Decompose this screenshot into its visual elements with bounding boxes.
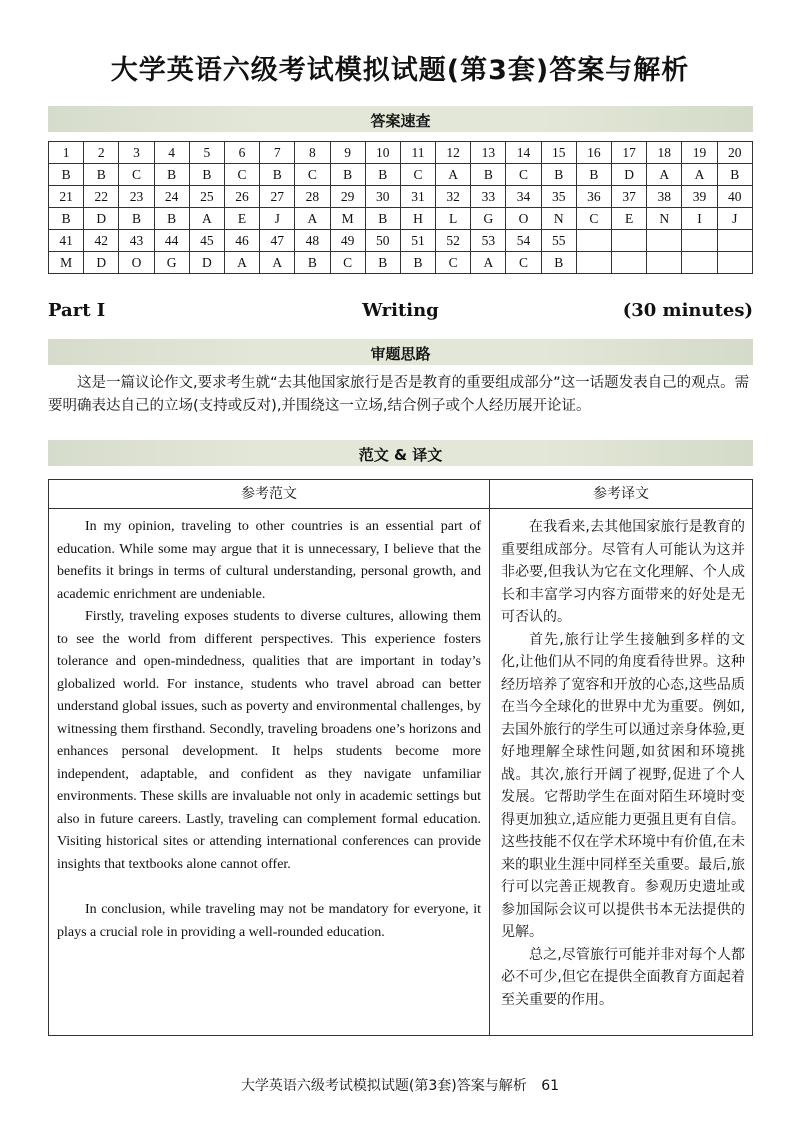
answer-letter-cell: H <box>400 208 435 230</box>
answer-letter-cell: D <box>84 208 119 230</box>
answer-letter-cell: A <box>189 208 224 230</box>
question-number-cell: 2 <box>84 142 119 164</box>
answer-letter-cell: O <box>506 208 541 230</box>
question-number-cell: 44 <box>154 230 189 252</box>
question-number-cell: 54 <box>506 230 541 252</box>
answer-letter-cell: B <box>541 252 576 274</box>
question-number-cell: 46 <box>224 230 259 252</box>
question-number-cell: 50 <box>365 230 400 252</box>
essay-english <box>57 516 481 944</box>
answer-letter-cell: B <box>119 208 154 230</box>
answer-letter-cell: N <box>541 208 576 230</box>
question-number-cell <box>682 230 717 252</box>
question-number-cell: 11 <box>400 142 435 164</box>
question-number-cell: 53 <box>471 230 506 252</box>
question-number-cell: 8 <box>295 142 330 164</box>
answer-letter-cell: B <box>541 164 576 186</box>
analysis-text: 这是一篇议论作文,要求考生就“去其他国家旅行是否是教育的重要组成部分”这一话题发表自己的观点。需要明确表达自己的立场(支持或反对),并围绕这一立场,结合例子或个人经历展开论证。 <box>48 375 750 414</box>
question-number-cell: 26 <box>224 186 259 208</box>
page-footer <box>0 1075 800 1095</box>
question-number-cell: 45 <box>189 230 224 252</box>
question-number-cell: 28 <box>295 186 330 208</box>
answer-letter-cell: B <box>189 164 224 186</box>
answer-letter-cell: B <box>365 164 400 186</box>
question-number-cell: 49 <box>330 230 365 252</box>
answer-letter-cell: D <box>612 164 647 186</box>
answer-letter-cell: A <box>682 164 717 186</box>
question-number-cell: 31 <box>400 186 435 208</box>
question-number-cell: 34 <box>506 186 541 208</box>
question-number-cell <box>647 230 682 252</box>
question-number-cell: 52 <box>436 230 471 252</box>
answer-letter-cell: C <box>506 252 541 274</box>
question-number-cell: 30 <box>365 186 400 208</box>
question-number-cell: 4 <box>154 142 189 164</box>
question-number-cell: 6 <box>224 142 259 164</box>
answer-letter-cell: C <box>224 164 259 186</box>
answer-letter-cell: B <box>260 164 295 186</box>
answer-letter-cell: M <box>330 208 365 230</box>
question-number-cell: 37 <box>612 186 647 208</box>
question-number-cell: 19 <box>682 142 717 164</box>
answer-letter-cell <box>576 252 611 274</box>
answer-letter-cell: J <box>717 208 752 230</box>
question-number-cell: 33 <box>471 186 506 208</box>
question-number-cell: 5 <box>189 142 224 164</box>
question-number-cell: 32 <box>436 186 471 208</box>
answer-letter-cell: E <box>612 208 647 230</box>
answer-letter-cell: A <box>471 252 506 274</box>
answer-table <box>48 141 753 274</box>
answer-letter-cell: G <box>154 252 189 274</box>
question-number-cell: 27 <box>260 186 295 208</box>
essay-zh-paragraph: 在我看来,去其他国家旅行是教育的重要组成部分。尽管有人可能认为这并非必要,但我认为它在文化理解、个人成长和丰富学习内容方面带来的好处是无可否认的。 <box>501 519 745 625</box>
part-label: Part Ⅰ <box>48 300 106 321</box>
answer-letter-cell: B <box>400 252 435 274</box>
question-number-cell: 38 <box>647 186 682 208</box>
question-number-cell: 36 <box>576 186 611 208</box>
question-number-cell: 10 <box>365 142 400 164</box>
question-number-cell: 21 <box>49 186 84 208</box>
answer-letter-cell <box>647 252 682 274</box>
question-number-cell: 55 <box>541 230 576 252</box>
answer-letter-cell: B <box>49 164 84 186</box>
question-number-cell: 9 <box>330 142 365 164</box>
question-number-cell: 14 <box>506 142 541 164</box>
answer-letter-cell: L <box>436 208 471 230</box>
question-number-cell: 22 <box>84 186 119 208</box>
analysis-band <box>48 339 753 365</box>
answer-letter-cell: A <box>224 252 259 274</box>
sample-label: 范文 & 译文 <box>358 446 443 464</box>
question-number-cell: 24 <box>154 186 189 208</box>
essay-en-paragraph: Firstly, traveling exposes students to diverse cultures, allowing them to see the world from different perspectives. This experience fosters tolerance and open-mindedness, qualities that are important in today’s globalized world. For instance, students who travel abroad can better understand global issues, such as poverty and environmental challenges, by witnessing them firsthand. Secondly, traveling broadens one’s horizons and enhances personal development. It helps students become more independent, adaptable, and confident as they navigate unfamiliar environments. These skills are invaluable not only in academic settings but also in future careers. Lastly, traveling can complement formal education. Visiting historical sites or attending international conferences can provide insights that textbooks alone cannot offer. <box>57 609 481 872</box>
answer-letter-cell: O <box>119 252 154 274</box>
answer-letter-cell: C <box>576 208 611 230</box>
question-number-cell: 41 <box>49 230 84 252</box>
answer-letter-cell: M <box>49 252 84 274</box>
essay-header-zh: 参考译文 <box>490 480 752 509</box>
essay-zh-paragraph: 首先,旅行让学生接触到多样的文化,让他们从不同的角度看待世界。这种经历培养了宽容和开放的心态,这些品质在当今全球化的世界中尤为重要。例如,去国外旅行的学生可以通过亲身体验,更好地理解全球性问题,如贫困和环境挑战。其次,旅行开阔了视野,促进了个人发展。它帮助学生在面对陌生环境时变得更加独立,适应能力更强且更有自信。这些技能不仅在学术环境中有价值,在未来的职业生涯中同样至关重要。最后,旅行可以完善正规教育。参观历史遗址或参加国际会议可以提供书本无法提供的见解。 <box>501 631 745 940</box>
page-title: 大学英语六级考试模拟试题(第3套)答案与解析 <box>110 55 690 86</box>
question-number-cell: 48 <box>295 230 330 252</box>
answer-letter-cell: C <box>330 252 365 274</box>
answer-letter-cell: B <box>295 252 330 274</box>
question-number-cell: 16 <box>576 142 611 164</box>
question-number-cell: 20 <box>717 142 752 164</box>
answer-letter-cell: C <box>506 164 541 186</box>
question-number-cell: 12 <box>436 142 471 164</box>
answer-letter-row <box>49 164 753 186</box>
answer-letter-cell: C <box>119 164 154 186</box>
question-number-cell: 15 <box>541 142 576 164</box>
answer-letter-cell <box>682 252 717 274</box>
footer-text: 大学英语六级考试模拟试题(第3套)答案与解析 <box>240 1078 527 1094</box>
answer-letter-cell: B <box>49 208 84 230</box>
answer-letter-cell: N <box>647 208 682 230</box>
answer-letter-cell <box>717 252 752 274</box>
answer-letter-cell: A <box>295 208 330 230</box>
question-number-cell: 47 <box>260 230 295 252</box>
answer-letter-cell: D <box>189 252 224 274</box>
answer-number-row <box>49 230 753 252</box>
answer-letter-cell: J <box>260 208 295 230</box>
answer-letter-cell: A <box>436 164 471 186</box>
question-number-cell <box>612 230 647 252</box>
question-number-cell: 39 <box>682 186 717 208</box>
answer-letter-cell: G <box>471 208 506 230</box>
question-number-cell: 1 <box>49 142 84 164</box>
answer-letter-cell: I <box>682 208 717 230</box>
answer-letter-cell: B <box>717 164 752 186</box>
part-time: (30 minutes) <box>622 300 753 321</box>
question-number-cell: 25 <box>189 186 224 208</box>
essay-en-paragraph: In conclusion, while traveling may not be mandatory for everyone, it plays a crucial role in providing a well-rounded education. <box>57 902 481 940</box>
answer-letter-cell: B <box>330 164 365 186</box>
question-number-cell: 35 <box>541 186 576 208</box>
question-number-cell: 51 <box>400 230 435 252</box>
column-divider <box>489 480 490 1035</box>
answer-section-band <box>48 106 753 132</box>
answer-letter-cell: A <box>260 252 295 274</box>
question-number-cell: 43 <box>119 230 154 252</box>
answer-number-row <box>49 186 753 208</box>
answer-letter-cell: B <box>471 164 506 186</box>
essay-header-en: 参考范文 <box>49 480 489 509</box>
answer-letter-cell: D <box>84 252 119 274</box>
question-number-cell: 40 <box>717 186 752 208</box>
answer-letter-row <box>49 252 753 274</box>
answer-letter-cell: B <box>365 208 400 230</box>
answer-letter-cell: C <box>436 252 471 274</box>
question-number-cell: 29 <box>330 186 365 208</box>
answer-letter-cell: E <box>224 208 259 230</box>
question-number-cell: 17 <box>612 142 647 164</box>
answer-section-label: 答案速查 <box>370 112 431 130</box>
question-number-cell: 13 <box>471 142 506 164</box>
essay-table <box>48 479 753 1036</box>
question-number-cell: 7 <box>260 142 295 164</box>
answer-letter-cell: C <box>295 164 330 186</box>
part-heading <box>48 300 753 324</box>
answer-number-row <box>49 142 753 164</box>
question-number-cell: 18 <box>647 142 682 164</box>
answer-letter-cell: B <box>576 164 611 186</box>
essay-en-paragraph: In my opinion, traveling to other countries is an essential part of education. While some may argue that it is unnecessary, I believe that the benefits it brings in terms of cultural understanding, personal growth, and academic enrichment are undeniable. <box>57 519 481 602</box>
answer-letter-cell <box>612 252 647 274</box>
question-number-cell: 42 <box>84 230 119 252</box>
essay-zh-paragraph: 总之,尽管旅行可能并非对每个人都必不可少,但它在提供全面教育方面起着至关重要的作用。 <box>501 946 745 1008</box>
question-number-cell <box>576 230 611 252</box>
answer-letter-cell: A <box>647 164 682 186</box>
answer-letter-cell: B <box>154 208 189 230</box>
question-number-cell: 3 <box>119 142 154 164</box>
question-number-cell <box>717 230 752 252</box>
part-name: Writing <box>362 300 439 321</box>
answer-letter-cell: B <box>365 252 400 274</box>
analysis-label: 审题思路 <box>370 345 431 363</box>
sample-band <box>48 440 753 466</box>
answer-letter-cell: B <box>154 164 189 186</box>
essay-chinese <box>501 516 745 1011</box>
answer-letter-cell: B <box>84 164 119 186</box>
page-number: 61 <box>541 1078 560 1094</box>
answer-letter-cell: C <box>400 164 435 186</box>
question-number-cell: 23 <box>119 186 154 208</box>
answer-letter-row <box>49 208 753 230</box>
